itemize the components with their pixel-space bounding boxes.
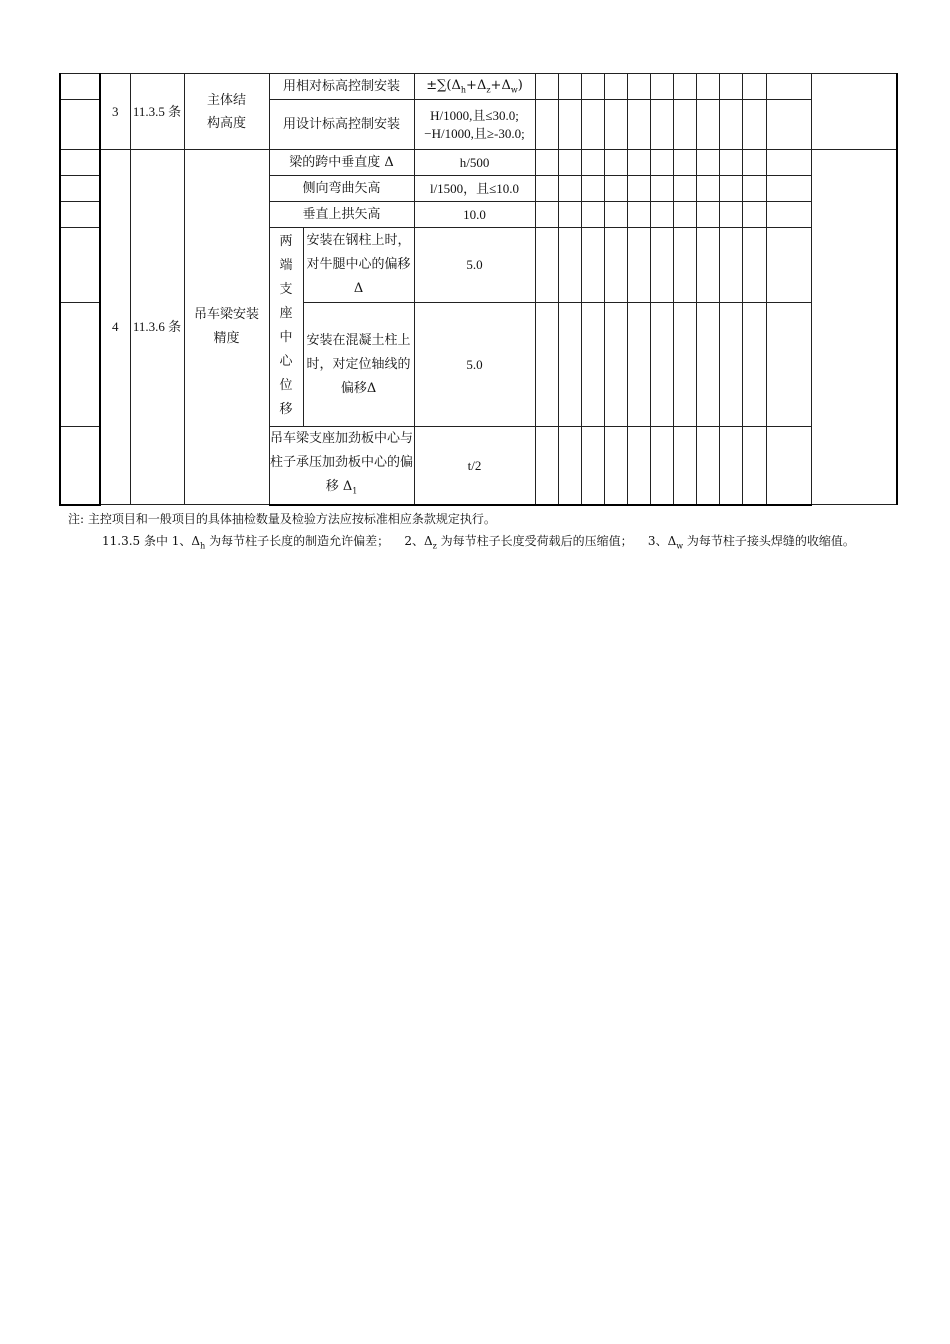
blank-cell bbox=[60, 228, 100, 303]
sub-item-name: 用设计标高控制安装 bbox=[269, 100, 414, 150]
sub-item-name: 梁的跨中垂直度 Δ bbox=[269, 150, 414, 176]
blank-cell bbox=[60, 100, 100, 150]
sub-item-name: 侧向弯曲矢高 bbox=[269, 176, 414, 202]
row-number: 3 bbox=[100, 74, 130, 150]
blank-cell bbox=[60, 176, 100, 202]
sub-item-name: 安装在混凝土柱上时，对定位轴线的偏移Δ bbox=[303, 303, 414, 427]
notes bbox=[68, 508, 888, 557]
note-line-2: 11.3.5 条中 1、$\Delta_h$ 为每节柱子长度的制造允许偏差； 2、$\Delta_z$ 为每节柱子长度受荷载后的压缩值； 3、$\Delta_w$ 为每节柱子接头焊缝的收缩值。 bbox=[102, 534, 855, 551]
note-line-1: 注: 主控项目和一般项目的具体抽检数量及检验方法应按标准相应条款规定执行。 bbox=[68, 512, 496, 526]
blank-cell bbox=[60, 74, 100, 100]
tolerance-value: 10.0 bbox=[414, 202, 535, 228]
row-number: 4 bbox=[100, 150, 130, 505]
blank-cell bbox=[60, 150, 100, 176]
sub-item-name: 用相对标高控制安装 bbox=[269, 74, 414, 100]
blank-cell bbox=[60, 202, 100, 228]
table-row bbox=[60, 150, 897, 176]
sub-item-name: 吊车梁支座加劲板中心与柱子承压加劲板中心的偏移 $\Delta_1$ bbox=[269, 427, 414, 505]
tolerance-value: l/1500，且≤10.0 bbox=[414, 176, 535, 202]
item-name: 吊车梁安装精度 bbox=[184, 150, 269, 505]
sub-item-name: 垂直上拱矢高 bbox=[269, 202, 414, 228]
tolerance-value: $\pm\sum(\Delta_h+\Delta_z+\Delta_w)$ bbox=[414, 74, 535, 100]
sub-item-name: 安装在钢柱上时，对牛腿中心的偏移Δ bbox=[303, 228, 414, 303]
group-label: 两端支座中心位移 bbox=[269, 228, 303, 427]
table-row bbox=[60, 74, 897, 100]
blank-cell bbox=[60, 303, 100, 427]
tolerance-value: 5.0 bbox=[414, 228, 535, 303]
tolerance-value: t/2 bbox=[414, 427, 535, 505]
tolerance-value: 5.0 bbox=[414, 303, 535, 427]
clause-ref: 11.3.6 条 bbox=[130, 150, 184, 505]
blank-cell bbox=[60, 427, 100, 505]
tolerance-value: H/1000,且≤30.0; −H/1000,且≥-30.0; bbox=[414, 100, 535, 150]
tolerance-value: h/500 bbox=[414, 150, 535, 176]
item-name: 主体结构高度 bbox=[184, 74, 269, 150]
clause-ref: 11.3.5 条 bbox=[130, 74, 184, 150]
inspection-table bbox=[59, 73, 898, 506]
